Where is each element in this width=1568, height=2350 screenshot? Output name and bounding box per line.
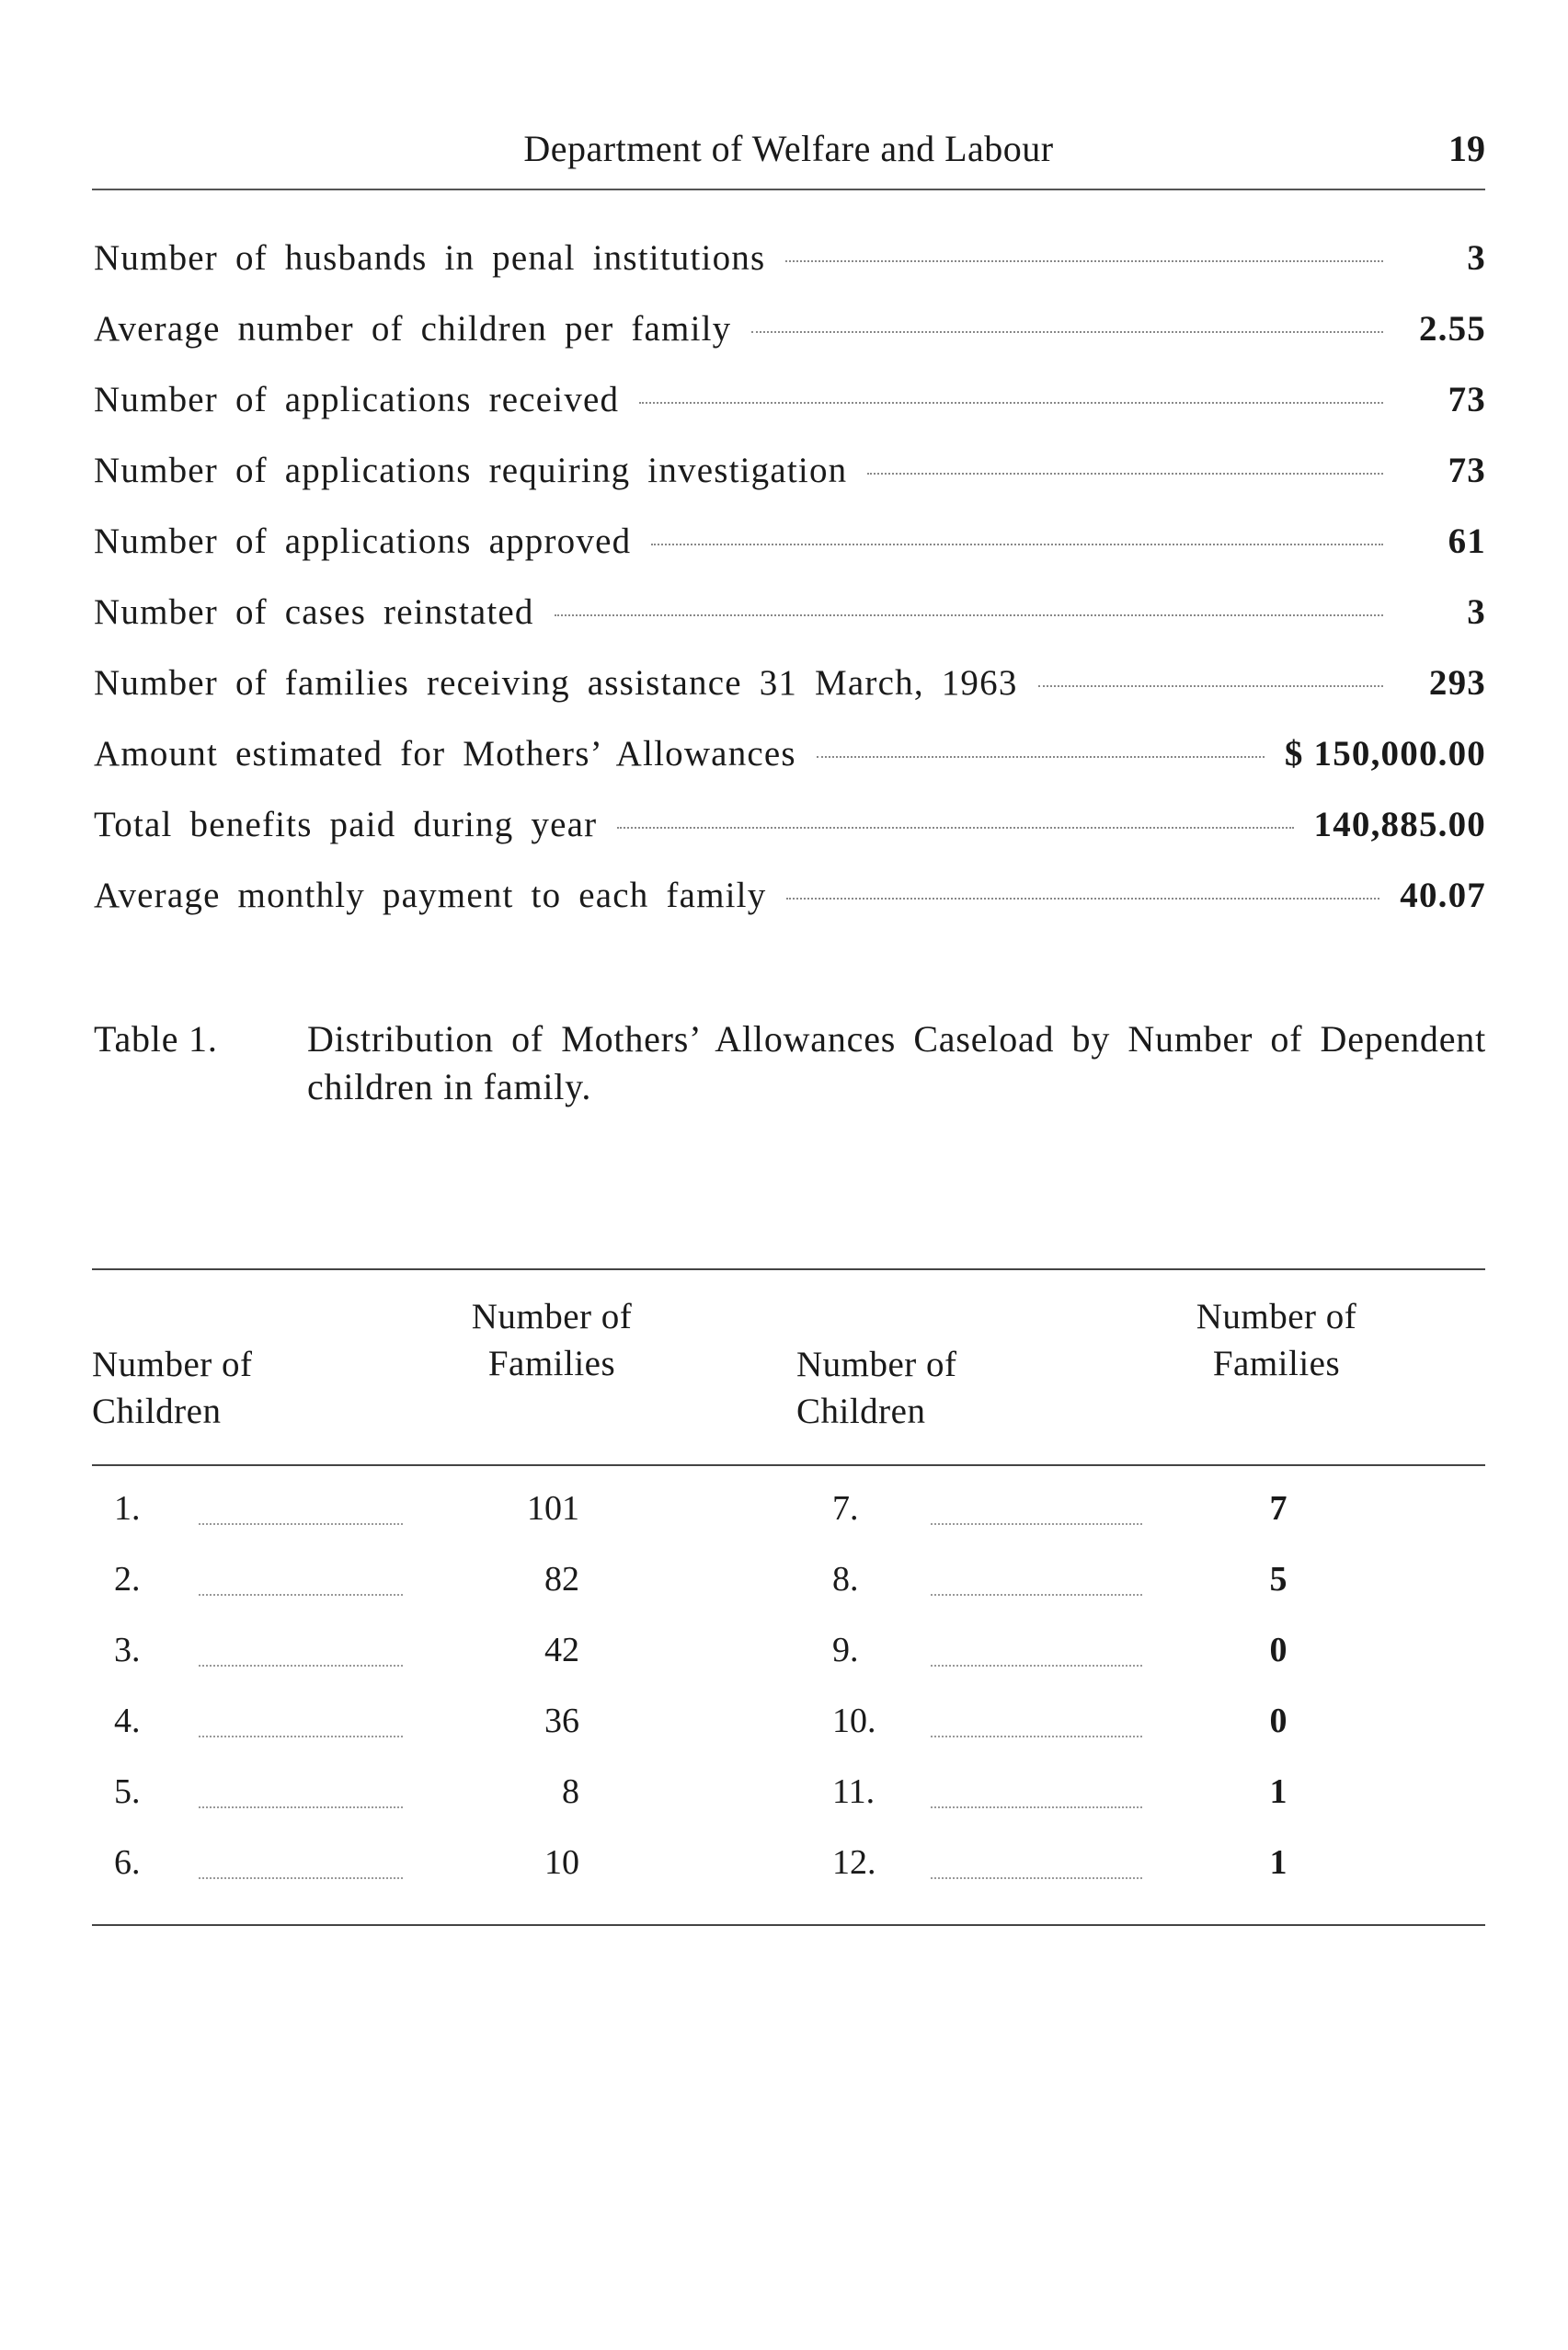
stat-value: 2.55 bbox=[1418, 309, 1486, 349]
leader-dots bbox=[817, 756, 1265, 758]
leader-dots bbox=[199, 1665, 403, 1667]
cell-families-right: 0 bbox=[1269, 1631, 1288, 1669]
leader-dots bbox=[931, 1736, 1142, 1737]
cell-children-right: 11. bbox=[832, 1772, 876, 1811]
stat-value: $ 150,000.00 bbox=[1284, 734, 1486, 774]
cell-children-right: 8. bbox=[832, 1560, 859, 1599]
stat-label: Number of applications received bbox=[94, 380, 620, 419]
table-bottom-rule bbox=[92, 1924, 1485, 1926]
stat-row bbox=[94, 379, 1486, 450]
stat-label: Total benefits paid during year bbox=[94, 805, 598, 844]
statistics-list bbox=[94, 237, 1486, 946]
leader-dots bbox=[785, 260, 1383, 262]
page-header bbox=[92, 127, 1485, 182]
leader-dots bbox=[555, 614, 1383, 616]
leader-dots bbox=[617, 827, 1293, 829]
leader-dots bbox=[199, 1806, 403, 1808]
stat-row bbox=[94, 521, 1486, 591]
stat-value: 3 bbox=[1467, 592, 1486, 632]
leader-dots bbox=[931, 1665, 1142, 1667]
stat-value: 140,885.00 bbox=[1313, 805, 1486, 844]
cell-children-left: 6. bbox=[114, 1843, 141, 1882]
stat-row bbox=[94, 662, 1486, 733]
stat-value: 73 bbox=[1448, 451, 1486, 490]
leader-dots bbox=[639, 402, 1383, 404]
header-rule bbox=[92, 189, 1485, 190]
cell-children-left: 5. bbox=[114, 1772, 141, 1811]
stat-row bbox=[94, 450, 1486, 521]
stat-row bbox=[94, 591, 1486, 662]
leader-dots bbox=[199, 1736, 403, 1737]
stat-value: 293 bbox=[1428, 663, 1486, 703]
leader-dots bbox=[786, 898, 1379, 900]
leader-dots bbox=[751, 331, 1383, 333]
stat-label: Average monthly payment to each family bbox=[94, 876, 767, 915]
cell-families-right: 1 bbox=[1269, 1772, 1288, 1811]
stat-value: 61 bbox=[1448, 522, 1486, 561]
stat-label: Number of cases reinstated bbox=[94, 592, 534, 632]
stat-row bbox=[94, 733, 1486, 804]
stat-row bbox=[94, 804, 1486, 875]
page-number: 19 bbox=[1448, 128, 1485, 169]
column-header-families-right: Number of Families bbox=[1196, 1297, 1357, 1383]
table-caption-label: Table 1. bbox=[94, 1018, 218, 1060]
stat-value: 73 bbox=[1448, 380, 1486, 419]
stat-row bbox=[94, 237, 1486, 308]
leader-dots bbox=[931, 1877, 1142, 1879]
table-caption-text: Distribution of Mothers’ Allowances Caseload by Number of Dependent children in family. bbox=[307, 1018, 1486, 1107]
cell-children-left: 4. bbox=[114, 1702, 141, 1740]
cell-families-right: 1 bbox=[1269, 1843, 1288, 1882]
cell-families-right: 7 bbox=[1269, 1489, 1288, 1528]
table-top-rule bbox=[92, 1268, 1485, 1270]
cell-families-left: 42 bbox=[544, 1631, 579, 1669]
leader-dots bbox=[199, 1523, 403, 1525]
header-title: Department of Welfare and Labour bbox=[523, 128, 1054, 169]
cell-children-left: 3. bbox=[114, 1631, 141, 1669]
cell-families-left: 36 bbox=[544, 1702, 579, 1740]
cell-families-left: 101 bbox=[527, 1489, 579, 1528]
cell-children-right: 9. bbox=[832, 1631, 859, 1669]
cell-families-left: 82 bbox=[544, 1560, 579, 1599]
leader-dots bbox=[1038, 685, 1383, 687]
leader-dots bbox=[931, 1594, 1142, 1596]
stat-row bbox=[94, 875, 1486, 946]
cell-children-left: 2. bbox=[114, 1560, 141, 1599]
cell-children-right: 10. bbox=[832, 1702, 876, 1740]
cell-families-right: 5 bbox=[1269, 1560, 1288, 1599]
stat-label: Number of applications requiring investigation bbox=[94, 451, 848, 490]
stat-value: 3 bbox=[1467, 238, 1486, 278]
column-header-children-left: Number of Children bbox=[92, 1345, 253, 1431]
stat-label: Number of families receiving assistance 31 March, 1963 bbox=[94, 663, 1018, 703]
table-header-rule bbox=[92, 1464, 1485, 1466]
stat-label: Amount estimated for Mothers’ Allowances bbox=[94, 734, 796, 774]
leader-dots bbox=[931, 1806, 1142, 1808]
leader-dots bbox=[199, 1594, 403, 1596]
column-header-children-right: Number of Children bbox=[796, 1345, 957, 1431]
stat-label: Number of husbands in penal institutions bbox=[94, 238, 766, 278]
stat-value: 40.07 bbox=[1400, 876, 1486, 915]
stat-row bbox=[94, 308, 1486, 379]
leader-dots bbox=[867, 473, 1383, 475]
cell-families-left: 10 bbox=[544, 1843, 579, 1882]
cell-families-left: 8 bbox=[562, 1772, 579, 1811]
column-header-families-left: Number of Families bbox=[471, 1297, 633, 1383]
cell-families-right: 0 bbox=[1269, 1702, 1288, 1740]
cell-children-right: 7. bbox=[832, 1489, 859, 1528]
leader-dots bbox=[931, 1523, 1142, 1525]
cell-children-right: 12. bbox=[832, 1843, 876, 1882]
leader-dots bbox=[651, 544, 1383, 545]
stat-label: Average number of children per family bbox=[94, 309, 732, 349]
cell-children-left: 1. bbox=[114, 1489, 141, 1528]
stat-label: Number of applications approved bbox=[94, 522, 632, 561]
leader-dots bbox=[199, 1877, 403, 1879]
